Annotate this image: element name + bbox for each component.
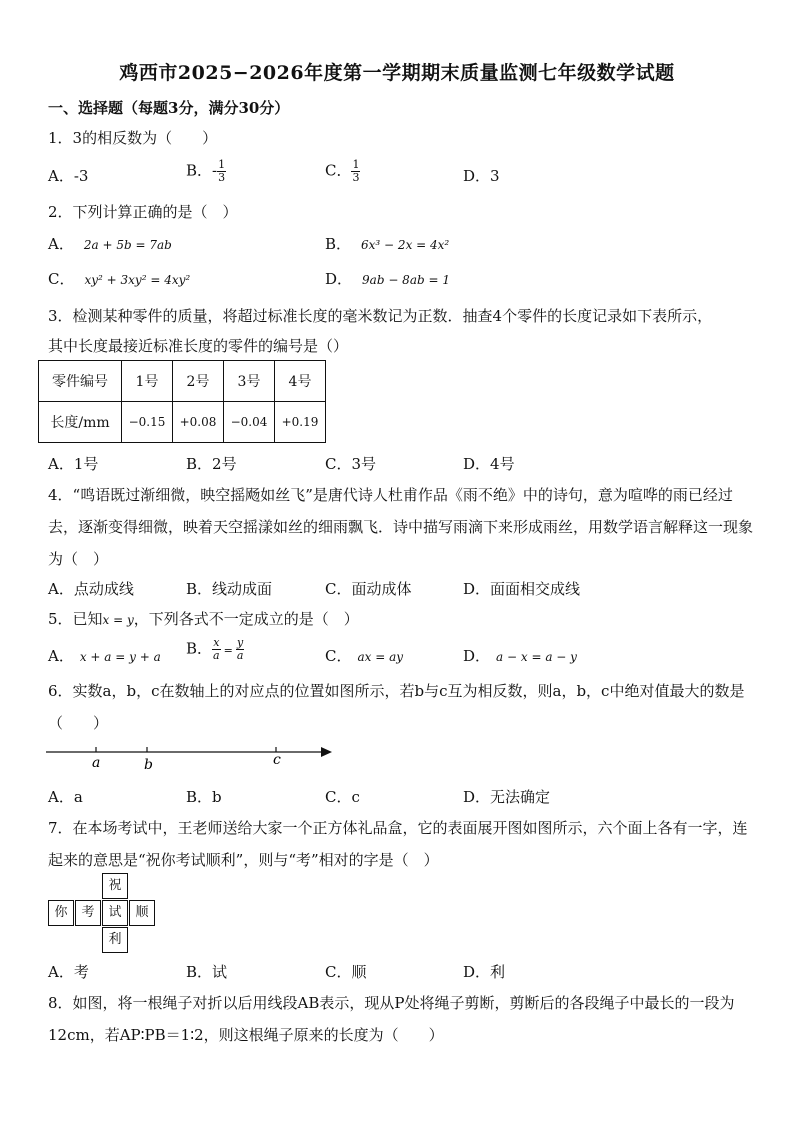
table-cell: 1号 <box>122 361 173 402</box>
question-5-stem: 5．已知x = y，下列各式不一定成立的是（ ） <box>48 610 359 628</box>
number-line-figure <box>44 740 344 774</box>
q5-option-d: D． a − x = a − y <box>463 647 577 665</box>
table-cell: 3号 <box>224 361 275 402</box>
q7-option-b: B．试 <box>186 963 228 981</box>
question-7-text: 7．在本场考试中，王老师送给大家一个正方体礼品盒，它的表面展开图如图所示，六个面上各有一字，连起来的意思是“祝你考试顺利”，则与“考”相对的字是（ ） <box>48 819 748 869</box>
table-cell: +0.08 <box>173 402 224 443</box>
q4-option-d: D．面面相交成线 <box>463 580 581 598</box>
question-6-text: 6．实数a，b，c在数轴上的对应点的位置如图所示，若b与c互为相反数，则a，b，c中绝对值最大的数是（ ） <box>48 682 745 732</box>
arrow-right-icon <box>321 747 332 757</box>
table-row <box>39 402 326 443</box>
net-cell: 你 <box>48 900 74 926</box>
q2-option-b: B． 6x³ − 2x = 4x² <box>325 235 450 253</box>
table-cell: 2号 <box>173 361 224 402</box>
net-cell: 试 <box>102 900 128 926</box>
question-3-line2: 其中长度最接近标准长度的零件的编号是（） <box>48 337 349 355</box>
q1-option-a: A．-3 <box>48 167 89 185</box>
net-cell: 祝 <box>102 873 128 899</box>
q6-option-d: D．无法确定 <box>463 788 551 806</box>
q3-option-d: D．4号 <box>463 455 515 473</box>
table-cell: −0.15 <box>122 402 173 443</box>
question-1-stem: 1．3的相反数为（ ） <box>48 129 218 147</box>
q6-option-c: C．c <box>325 788 360 806</box>
table-header-row <box>39 361 326 402</box>
table-cell: −0.04 <box>224 402 275 443</box>
q4-option-b: B．线动成面 <box>186 580 273 598</box>
q6-option-b: B．b <box>186 788 222 806</box>
q2-option-c: C． xy² + 3xy² = 4xy² <box>48 270 191 288</box>
q5-option-c: C． ax = ay <box>325 647 404 665</box>
table-cell: 零件编号 <box>39 361 122 402</box>
q6-option-a: A．a <box>48 788 83 806</box>
question-4-text: 4．“鸣语既过渐细微，映空摇飏如丝飞”是唐代诗人杜甫作品《雨不绝》中的诗句，意为喧哗的雨已经过去，逐渐变得细微，映着天空摇漾如丝的细雨飘飞．诗中描写雨滴下来形成雨丝，用数学语言解释这一现象为（ ） <box>48 486 754 568</box>
q3-option-c: C．3号 <box>325 455 377 473</box>
question-3-line1: 3．检测某种零件的质量，将超过标准长度的毫米数记为正数．抽查4个零件的长度记录如下表所示， <box>48 307 713 325</box>
q2-option-a: A． 2a + 5b = 7ab <box>48 235 172 253</box>
label-a: a <box>92 755 101 771</box>
q5-option-b: B． $\frac{x}{a}$ = $\frac{y}{a}$ <box>186 636 244 662</box>
section-heading: 一、选择题（每题3分，满分30分） <box>48 99 290 117</box>
table-cell: 长度/mm <box>39 402 122 443</box>
q3-option-a: A．1号 <box>48 455 99 473</box>
label-c: c <box>273 752 281 768</box>
net-cell: 利 <box>102 927 128 953</box>
parts-table <box>38 360 326 443</box>
q1-option-d: D．3 <box>463 167 500 185</box>
q5-option-a: A． x + a = y + a <box>48 647 161 665</box>
question-2-stem: 2．下列计算正确的是（ ） <box>48 203 238 221</box>
q2-option-d: D． 9ab − 8ab = 1 <box>325 270 450 288</box>
question-8-text: 8．如图，将一根绳子对折以后用线段AB表示，现从P处将绳子剪断，剪断后的各段绳子中最长的一段为12cm，若AP∶PB＝1∶2，则这根绳子原来的长度为（ ） <box>48 994 735 1044</box>
net-cell: 顺 <box>129 900 155 926</box>
q7-option-c: C．顺 <box>325 963 367 981</box>
label-b: b <box>144 757 153 773</box>
table-cell: 4号 <box>275 361 326 402</box>
q1-option-b: B．- $\frac{1}{3}$ <box>186 158 226 184</box>
q1-option-c: C． $\frac{1}{3}$ <box>325 158 360 184</box>
table-cell: +0.19 <box>275 402 326 443</box>
net-cell: 考 <box>75 900 101 926</box>
q4-option-c: C．面动成体 <box>325 580 412 598</box>
q3-option-b: B．2号 <box>186 455 237 473</box>
q7-option-a: A．考 <box>48 963 89 981</box>
q4-option-a: A．点动成线 <box>48 580 134 598</box>
q7-option-d: D．利 <box>463 963 506 981</box>
page-title: 鸡西市2025−2026年度第一学期期末质量监测七年级数学试题 <box>119 62 675 84</box>
